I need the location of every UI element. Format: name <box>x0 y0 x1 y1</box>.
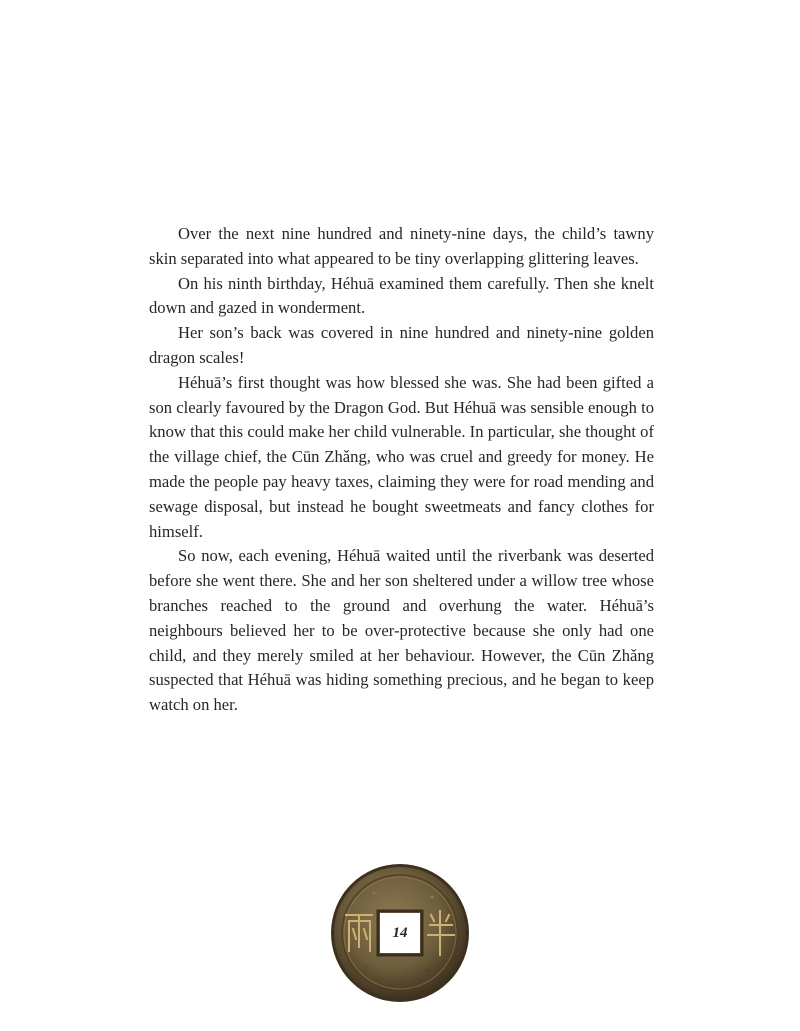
paragraph-5: So now, each evening, Héhuā waited until the riverbank was deserted before she went there. She and her son sheltered under a willow tree whose branches reached to the ground and overhung the water. Héhuā’s neighbours believed her to be over-protective because she only had one child, and they merely smiled at her behaviour. However, the Cūn Zhǎng suspected that Héhuā was hiding something precious, and he began to keep watch on her. <box>149 546 654 715</box>
story-text <box>149 222 654 718</box>
paragraph-4: Héhuā’s first thought was how blessed she was. She had been gifted a son clearly favoured by the Dragon God. But Héhuā was sensible enough to know that this could make her child vulnerable. In particular, she thought of the village chief, the Cūn Zhǎng, who was cruel and greedy for money. He made the people pay heavy taxes, claiming they were for road mending and sewage disposal, but instead he bought sweetmeats and fancy clothes for himself. <box>149 372 654 541</box>
paragraph-3: Her son’s back was covered in nine hundred and ninety-nine golden dragon scales! <box>149 323 654 367</box>
paragraph-1: Over the next nine hundred and ninety-nine days, the child’s tawny skin separated into what appeared to be tiny overlapping glittering leaves. <box>149 224 654 268</box>
paragraph-2: On his ninth birthday, Héhuā examined them carefully. Then she knelt down and gazed in wonderment. <box>149 273 654 318</box>
page-number: 14 <box>392 924 408 941</box>
